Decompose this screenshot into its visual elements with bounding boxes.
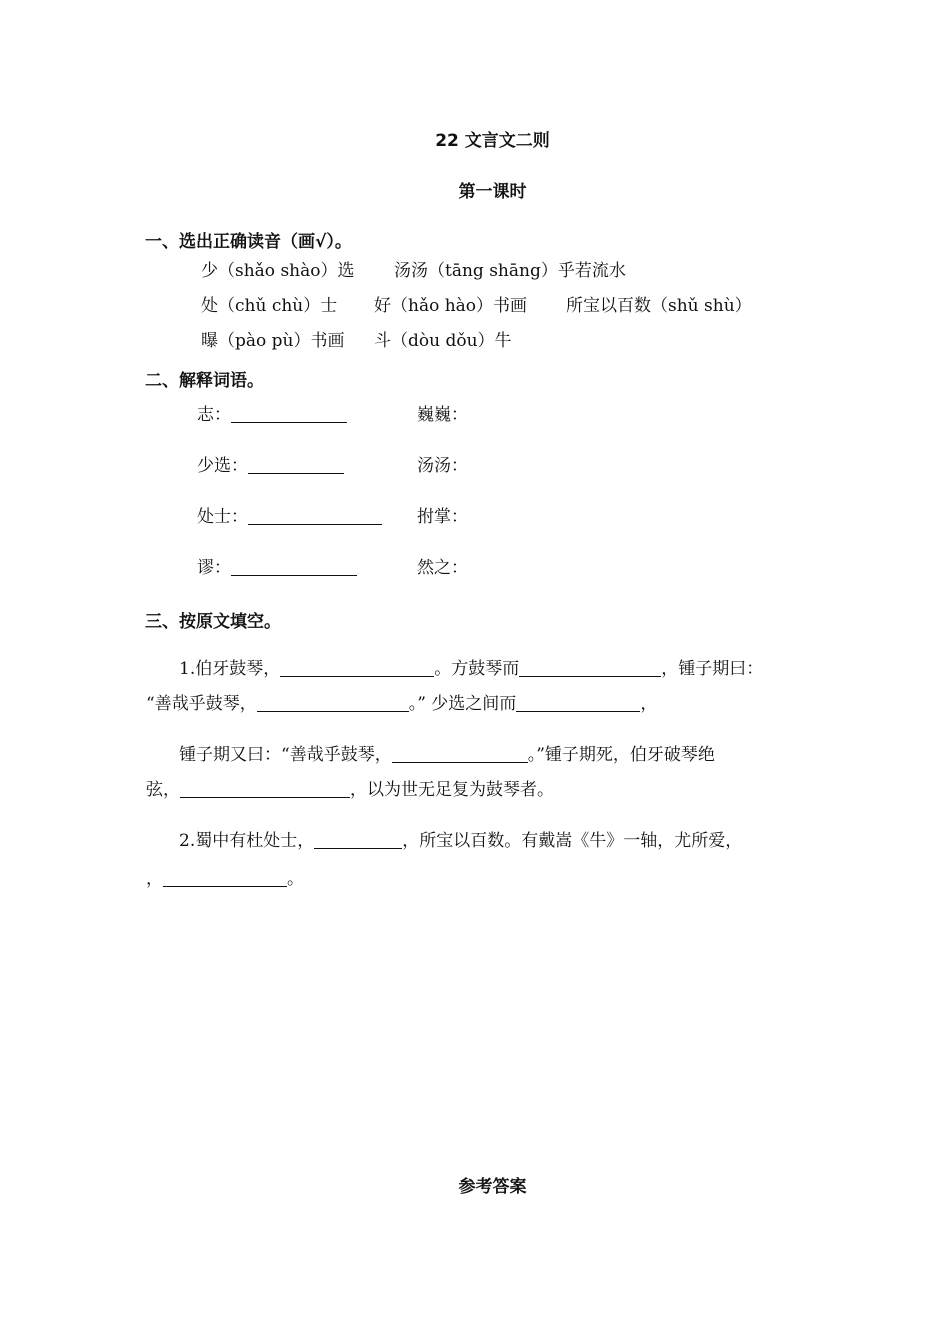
page-title: 22 文言文二则 bbox=[435, 131, 550, 151]
fill-text: ， bbox=[640, 694, 658, 714]
pinyin-item: 好（hǎo hào）书画 bbox=[374, 296, 528, 316]
pinyin-item: 所宝以百数（shǔ shù） bbox=[566, 296, 752, 316]
fill-line bbox=[179, 743, 715, 767]
fill-line bbox=[146, 692, 657, 716]
answer-heading: 参考答案 bbox=[458, 1177, 527, 1197]
term-row bbox=[197, 556, 357, 580]
fill-text: 2.蜀中有杜处士， bbox=[179, 831, 315, 851]
term-label: 然之： bbox=[417, 558, 468, 578]
pinyin-item: 斗（dòu dǒu）牛 bbox=[374, 331, 512, 351]
term-label: 汤汤： bbox=[417, 456, 468, 476]
answer-blank[interactable] bbox=[163, 868, 287, 887]
fill-text: 。”锺子期死，伯牙破琴绝 bbox=[527, 745, 715, 765]
term-label: 巍巍： bbox=[417, 405, 468, 425]
fill-line bbox=[146, 778, 554, 802]
answer-blank[interactable] bbox=[231, 404, 347, 423]
fill-text: 弦， bbox=[146, 780, 180, 800]
fill-line bbox=[179, 829, 742, 853]
pinyin-item: 处（chǔ chù）士 bbox=[201, 296, 338, 316]
term-label: 少选： bbox=[197, 456, 248, 476]
section3-heading: 三、按原文填空。 bbox=[145, 612, 281, 632]
section2-heading: 二、解释词语。 bbox=[145, 371, 264, 391]
term-label: 谬： bbox=[197, 558, 231, 578]
fill-line bbox=[146, 867, 304, 891]
fill-line bbox=[179, 657, 763, 681]
term-label: 志： bbox=[197, 405, 231, 425]
fill-text: “善哉乎鼓琴， bbox=[146, 694, 257, 714]
fill-text: ，锺子期曰： bbox=[661, 659, 764, 679]
answer-blank[interactable] bbox=[257, 693, 409, 712]
pinyin-item: 汤汤（tāng shāng）乎若流水 bbox=[394, 261, 626, 281]
fill-text: 。” 少选之间而 bbox=[408, 694, 517, 714]
answer-blank[interactable] bbox=[314, 830, 402, 849]
term-label: 处士： bbox=[197, 507, 248, 527]
answer-blank[interactable] bbox=[231, 557, 357, 576]
pinyin-item: 曝（pào pù）书画 bbox=[201, 331, 345, 351]
fill-text: ，以为世无足复为鼓琴者。 bbox=[350, 780, 554, 800]
answer-blank[interactable] bbox=[516, 693, 640, 712]
answer-blank[interactable] bbox=[248, 506, 382, 525]
fill-text: 。方鼓琴而 bbox=[434, 659, 520, 679]
fill-text: 1.伯牙鼓琴， bbox=[179, 659, 281, 679]
term-row bbox=[197, 454, 344, 478]
fill-text: 锺子期又曰：“善哉乎鼓琴， bbox=[179, 745, 392, 765]
answer-blank[interactable] bbox=[280, 658, 434, 677]
fill-text: 。 bbox=[287, 869, 304, 889]
page-subtitle: 第一课时 bbox=[458, 182, 527, 202]
answer-blank[interactable] bbox=[392, 744, 528, 763]
term-row bbox=[197, 403, 347, 427]
answer-blank[interactable] bbox=[519, 658, 661, 677]
fill-text: ， bbox=[146, 869, 163, 889]
fill-text: ，所宝以百数。有戴嵩《牛》一轴，尤所爱， bbox=[402, 831, 743, 851]
term-label: 拊掌： bbox=[417, 507, 468, 527]
pinyin-item: 少（shǎo shào）选 bbox=[201, 261, 355, 281]
section1-heading: 一、选出正确读音（画√）。 bbox=[145, 232, 352, 252]
answer-blank[interactable] bbox=[180, 779, 350, 798]
answer-blank[interactable] bbox=[248, 455, 344, 474]
term-row bbox=[197, 505, 382, 529]
